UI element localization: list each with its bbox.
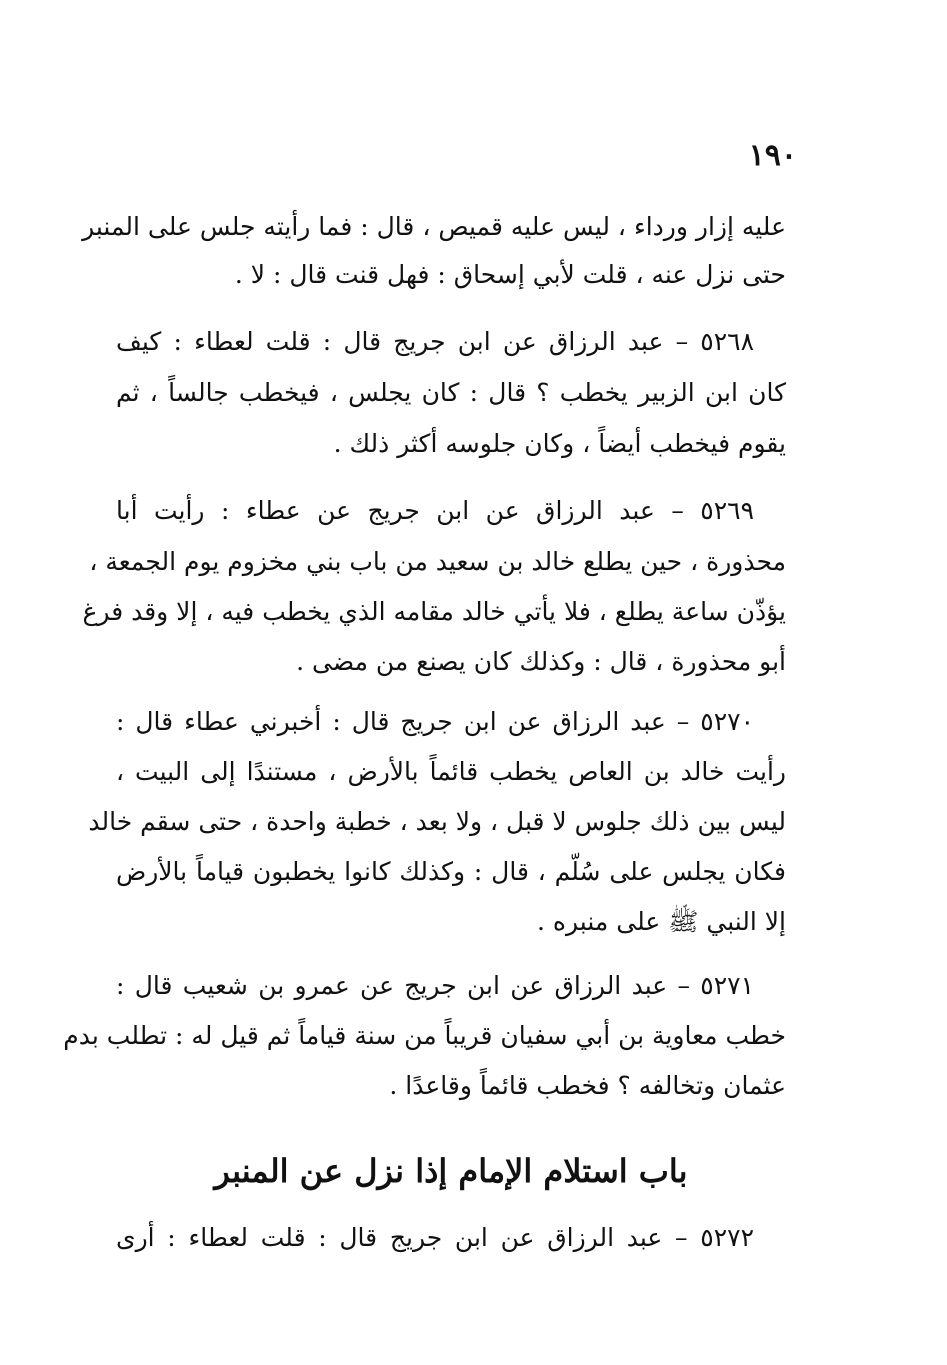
hadith-5271-line-2: خطب معاوية بن أبي سفيان قريباً من سنة قياماً ثم قيل له : تطلب بدم [63,1021,786,1050]
intro-line-2: حتى نزل عنه ، قلت لأبي إسحاق : فهل قنت قال : لا . [234,260,786,289]
hadith-5268-line-1: ٥٢٦٨ – عبد الرزاق عن ابن جريج قال : قلت لعطاء : كيف [116,327,754,356]
hadith-5271-line-1: ٥٢٧١ – عبد الرزاق عن ابن جريج عن عمرو بن شعيب قال : [116,971,754,1000]
intro-line-1: عليه إزار ورداء ، ليس عليه قميص ، قال : فما رأيته جلس على المنبر [82,212,786,241]
hadith-5270-line-4: فكان يجلس على سُلّم ، قال : وكذلك كانوا يخطبون قياماً بالأرض [116,857,786,886]
hadith-5270-line-5: إلا النبي ﷺ على منبره . [537,907,786,936]
hadith-5270-line-1: ٥٢٧٠ – عبد الرزاق عن ابن جريج قال : أخبرني عطاء قال : [116,707,754,736]
hadith-5272-line-1: ٥٢٧٢ – عبد الرزاق عن ابن جريج قال : قلت لعطاء : أرى [116,1223,754,1252]
section-heading: باب استلام الإمام إذا نزل عن المنبر [214,1152,688,1190]
hadith-5269-line-3: يؤذّن ساعة يطلع ، فلا يأتي خالد مقامه الذي يخطب فيه ، إلا وقد فرغ [82,597,786,626]
hadith-5271-line-3: عثمان وتخالفه ؟ فخطب قائماً وقاعدًا . [389,1071,786,1100]
hadith-5269-line-2: محذورة ، حين يطلع خالد بن سعيد من باب بني مخزوم يوم الجمعة ، [89,547,786,576]
hadith-5270-line-3: ليس بين ذلك جلوس لا قبل ، ولا بعد ، خطبة واحدة ، حتى سقم خالد [88,807,786,836]
hadith-5269-line-4: أبو محذورة ، قال : وكذلك كان يصنع من مضى . [296,647,786,676]
hadith-5269-line-1: ٥٢٦٩ – عبد الرزاق عن ابن جريج عن عطاء : رأيت أبا [116,496,754,525]
hadith-5268-line-3: يقوم فيخطب أيضاً ، وكان جلوسه أكثر ذلك . [333,429,786,458]
page-number: ١٩٠ [748,138,797,173]
hadith-5270-line-2: رأيت خالد بن العاص يخطب قائماً بالأرض ، مستندًا إلى البيت ، [116,757,786,786]
hadith-5268-line-2: كان ابن الزبير يخطب ؟ قال : كان يجلس ، فيخطب جالساً ، ثم [116,378,786,407]
